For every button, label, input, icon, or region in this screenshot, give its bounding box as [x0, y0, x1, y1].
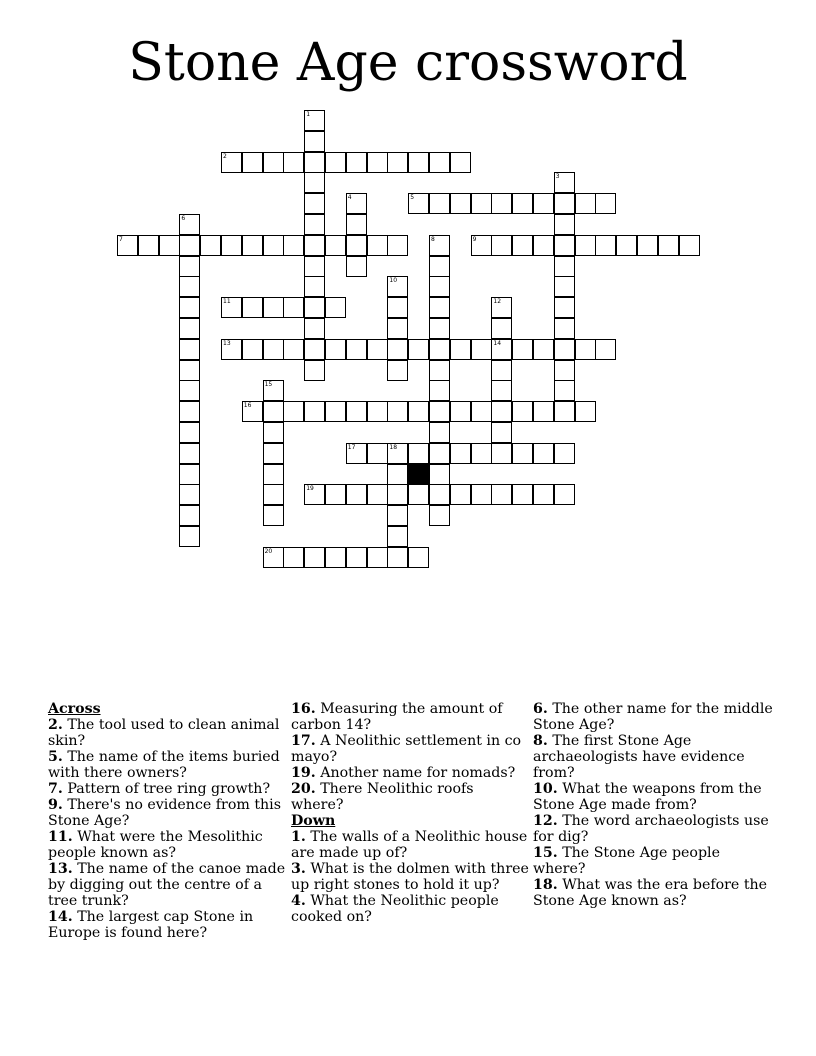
- grid-cell[interactable]: [304, 339, 325, 360]
- down-heading: Down: [291, 813, 336, 829]
- grid-cell[interactable]: [554, 235, 575, 256]
- grid-cell[interactable]: [575, 339, 596, 360]
- grid-cell[interactable]: [471, 484, 492, 505]
- grid-cell[interactable]: [387, 443, 408, 464]
- grid-cell[interactable]: [242, 235, 263, 256]
- grid-cell[interactable]: [367, 339, 388, 360]
- grid-cell[interactable]: [263, 464, 284, 485]
- grid-cell[interactable]: [179, 256, 200, 277]
- grid-cell[interactable]: [408, 443, 429, 464]
- grid-cell[interactable]: [304, 214, 325, 235]
- grid-cell[interactable]: [200, 235, 221, 256]
- grid-cell[interactable]: [325, 547, 346, 568]
- grid-cell[interactable]: [221, 297, 242, 318]
- grid-cell[interactable]: [491, 443, 512, 464]
- grid-cell[interactable]: [283, 152, 304, 173]
- grid-cell[interactable]: [387, 339, 408, 360]
- page-title: Stone Age crossword: [128, 33, 688, 93]
- grid-cell[interactable]: [575, 193, 596, 214]
- grid-cell[interactable]: [429, 318, 450, 339]
- clue-across-14: 14. The largest cap Stone in Europe is found here?: [48, 909, 254, 941]
- grid-cell[interactable]: [179, 276, 200, 297]
- grid-cell[interactable]: [346, 339, 367, 360]
- grid-cell[interactable]: [367, 235, 388, 256]
- grid-cell[interactable]: [554, 193, 575, 214]
- grid-cell[interactable]: [325, 297, 346, 318]
- grid-cell[interactable]: [325, 339, 346, 360]
- grid-cell[interactable]: [179, 339, 200, 360]
- grid-cell[interactable]: [304, 484, 325, 505]
- grid-cell[interactable]: [179, 214, 200, 235]
- grid-cell[interactable]: [263, 152, 284, 173]
- grid-cell[interactable]: [554, 401, 575, 422]
- grid-cell[interactable]: [408, 339, 429, 360]
- grid-cell[interactable]: [429, 256, 450, 277]
- cell-number: 18: [389, 443, 398, 451]
- grid-cell[interactable]: [387, 401, 408, 422]
- grid-cell[interactable]: [387, 360, 408, 381]
- grid-cell[interactable]: [346, 256, 367, 277]
- grid-cell[interactable]: [533, 339, 554, 360]
- grid-cell[interactable]: [533, 443, 554, 464]
- grid-cell[interactable]: [387, 152, 408, 173]
- clues-column-2: [291, 701, 529, 925]
- grid-cell[interactable]: [554, 318, 575, 339]
- grid-cell[interactable]: [429, 484, 450, 505]
- cell-number: 8: [431, 235, 435, 243]
- grid-cell[interactable]: [117, 235, 138, 256]
- grid-cell[interactable]: [179, 443, 200, 464]
- clue-across-16: 16. Measuring the amount of carbon 14?: [291, 701, 503, 733]
- cell-number: 15: [264, 381, 273, 389]
- clue-across-17: 17. A Neolithic settlement in co mayo?: [291, 733, 522, 765]
- grid-cell[interactable]: [554, 380, 575, 401]
- cell-number: 13: [223, 339, 231, 347]
- grid-cell[interactable]: [304, 276, 325, 297]
- grid-cell[interactable]: [450, 443, 471, 464]
- cell-number: 12: [493, 298, 502, 306]
- grid-cell[interactable]: [554, 297, 575, 318]
- clue-across-11: 11. What were the Mesolithic people known as?: [48, 829, 263, 861]
- grid-cell[interactable]: [491, 193, 512, 214]
- grid-cell[interactable]: [595, 193, 616, 214]
- clues-column-1: [48, 701, 288, 941]
- grid-cell[interactable]: [346, 214, 367, 235]
- grid-cell[interactable]: [179, 380, 200, 401]
- clue-down-8: 8. The first Stone Age archaeologists have evidence from?: [533, 733, 745, 781]
- grid-cell[interactable]: [408, 484, 429, 505]
- grid-cell[interactable]: [679, 235, 700, 256]
- grid-cell[interactable]: [429, 360, 450, 381]
- grid-cell[interactable]: [304, 172, 325, 193]
- grid-cell[interactable]: [283, 339, 304, 360]
- grid-cell[interactable]: [221, 339, 242, 360]
- clue-across-19: 19. Another name for nomads?: [291, 765, 516, 781]
- grid-cell[interactable]: [179, 297, 200, 318]
- cell-number: 14: [493, 339, 502, 347]
- grid-cell[interactable]: [263, 339, 284, 360]
- grid-cell[interactable]: [325, 401, 346, 422]
- grid-cell[interactable]: [491, 318, 512, 339]
- cell-number: 4: [347, 194, 352, 202]
- grid-cell[interactable]: [179, 484, 200, 505]
- grid-cell[interactable]: [450, 193, 471, 214]
- grid-cell[interactable]: [179, 360, 200, 381]
- grid-cell[interactable]: [221, 152, 242, 173]
- cell-number: 5: [410, 194, 415, 202]
- clues-column-3: [533, 701, 773, 909]
- grid-cell[interactable]: [179, 464, 200, 485]
- grid-cell[interactable]: [387, 505, 408, 526]
- grid-cell[interactable]: [346, 443, 367, 464]
- grid-cell[interactable]: [554, 172, 575, 193]
- grid-cell[interactable]: [283, 547, 304, 568]
- grid-cell[interactable]: [179, 401, 200, 422]
- grid-cell[interactable]: [367, 401, 388, 422]
- grid-cell[interactable]: [637, 235, 658, 256]
- grid-cell[interactable]: [346, 193, 367, 214]
- grid-cell[interactable]: [491, 484, 512, 505]
- grid-cell[interactable]: [263, 443, 284, 464]
- grid-cell[interactable]: [429, 276, 450, 297]
- grid-cell[interactable]: [429, 380, 450, 401]
- grid-cell[interactable]: [554, 484, 575, 505]
- grid-cell[interactable]: [138, 235, 159, 256]
- grid-cell[interactable]: [304, 401, 325, 422]
- grid-cell[interactable]: [179, 526, 200, 547]
- grid-cell[interactable]: [387, 297, 408, 318]
- grid-cell[interactable]: [491, 297, 512, 318]
- grid-cell[interactable]: [491, 235, 512, 256]
- grid-cell[interactable]: [283, 401, 304, 422]
- grid-cell[interactable]: [367, 152, 388, 173]
- grid-cell[interactable]: [346, 484, 367, 505]
- cell-number: 2: [223, 152, 227, 160]
- grid-cell[interactable]: [491, 360, 512, 381]
- cell-number: 19: [306, 485, 314, 493]
- grid-cell[interactable]: [304, 110, 325, 131]
- grid-cell[interactable]: [429, 339, 450, 360]
- grid-cell[interactable]: [429, 401, 450, 422]
- grid-cell[interactable]: [450, 339, 471, 360]
- clue-across-2: 2. The tool used to clean animal skin?: [48, 717, 280, 749]
- cell-number: 16: [243, 402, 252, 410]
- grid-cell[interactable]: [325, 235, 346, 256]
- grid-cell[interactable]: [304, 235, 325, 256]
- grid-cell[interactable]: [304, 256, 325, 277]
- grid-cell[interactable]: [595, 339, 616, 360]
- grid-cell[interactable]: [387, 547, 408, 568]
- clue-across-13: 13. The name of the canoe made by digging out the centre of a tree trunk?: [48, 861, 286, 909]
- grid-cell[interactable]: [179, 505, 200, 526]
- grid-cell[interactable]: [263, 422, 284, 443]
- grid-cell[interactable]: [512, 443, 533, 464]
- grid-cell[interactable]: [179, 422, 200, 443]
- grid-cell[interactable]: [554, 256, 575, 277]
- grid-cell[interactable]: [325, 484, 346, 505]
- grid-cell[interactable]: [263, 547, 284, 568]
- grid-cell[interactable]: [471, 235, 492, 256]
- clue-down-3: 3. What is the dolmen with three up right stones to hold it up?: [291, 861, 529, 893]
- grid-cell[interactable]: [367, 443, 388, 464]
- grid-cell[interactable]: [304, 131, 325, 152]
- grid-cell[interactable]: [283, 235, 304, 256]
- grid-cell[interactable]: [221, 235, 242, 256]
- grid-cell[interactable]: [263, 380, 284, 401]
- clue-across-20: 20. There Neolithic roofs where?: [291, 781, 474, 813]
- grid-cell[interactable]: [346, 547, 367, 568]
- grid-cell[interactable]: [367, 547, 388, 568]
- clue-across-5: 5. The name of the items buried with there owners?: [48, 749, 280, 781]
- grid-cell[interactable]: [512, 401, 533, 422]
- grid-cell[interactable]: [263, 297, 284, 318]
- grid-cell[interactable]: [242, 297, 263, 318]
- cell-number: 6: [181, 215, 186, 222]
- grid-cell[interactable]: [595, 235, 616, 256]
- grid-cell[interactable]: [304, 318, 325, 339]
- grid-cell[interactable]: [450, 401, 471, 422]
- grid-cell[interactable]: [346, 152, 367, 173]
- grid-cell[interactable]: [367, 484, 388, 505]
- cell-number: 3: [555, 173, 560, 181]
- grid-cell[interactable]: [429, 152, 450, 173]
- grid-cell[interactable]: [179, 318, 200, 339]
- grid-cell[interactable]: [533, 193, 554, 214]
- grid-cell[interactable]: [450, 152, 471, 173]
- grid-cell[interactable]: [429, 464, 450, 485]
- grid-cell[interactable]: [512, 235, 533, 256]
- grid-cell[interactable]: [304, 297, 325, 318]
- cell-number: 20: [264, 547, 273, 555]
- grid-cell[interactable]: [387, 318, 408, 339]
- grid-cell[interactable]: [242, 401, 263, 422]
- grid-cell[interactable]: [512, 193, 533, 214]
- grid-cell[interactable]: [554, 214, 575, 235]
- grid-cell[interactable]: [616, 235, 637, 256]
- grid-cell[interactable]: [429, 422, 450, 443]
- grid-cell[interactable]: [304, 547, 325, 568]
- cell-number: 10: [389, 277, 398, 285]
- grid-cell[interactable]: [408, 193, 429, 214]
- grid-cell[interactable]: [263, 484, 284, 505]
- grid-cell[interactable]: [471, 193, 492, 214]
- grid-cell[interactable]: [554, 360, 575, 381]
- grid-cell[interactable]: [242, 152, 263, 173]
- grid-cell[interactable]: [533, 401, 554, 422]
- across-heading: Across: [48, 701, 101, 717]
- grid-cell[interactable]: [491, 380, 512, 401]
- clue-down-15: 15. The Stone Age people where?: [533, 845, 720, 877]
- grid-cell[interactable]: [429, 297, 450, 318]
- grid-cell[interactable]: [408, 547, 429, 568]
- cell-number: 17: [347, 443, 356, 451]
- clue-down-18: 18. What was the era before the Stone Age known as?: [533, 877, 768, 909]
- grid-cell[interactable]: [429, 443, 450, 464]
- grid-cell[interactable]: [304, 152, 325, 173]
- grid-cell[interactable]: [471, 339, 492, 360]
- grid-cell[interactable]: [408, 152, 429, 173]
- clue-down-4: 4. What the Neolithic people cooked on?: [291, 893, 499, 925]
- grid-cell[interactable]: [512, 484, 533, 505]
- grid-cell[interactable]: [471, 443, 492, 464]
- grid-cell[interactable]: [554, 339, 575, 360]
- cell-number: 9: [472, 235, 477, 243]
- grid-cell[interactable]: [346, 401, 367, 422]
- grid-cell[interactable]: [533, 235, 554, 256]
- grid-cell[interactable]: [408, 401, 429, 422]
- grid-cell[interactable]: [387, 276, 408, 297]
- clue-down-6: 6. The other name for the middle Stone Age?: [533, 701, 773, 733]
- grid-cell[interactable]: [387, 526, 408, 547]
- grid-cell[interactable]: [179, 235, 200, 256]
- grid-cell[interactable]: [575, 401, 596, 422]
- grid-cell[interactable]: [533, 484, 554, 505]
- grid-cell[interactable]: [471, 401, 492, 422]
- grid-cell[interactable]: [263, 401, 284, 422]
- grid-cell[interactable]: [491, 401, 512, 422]
- grid-cell[interactable]: [387, 464, 408, 485]
- clue-down-12: 12. The word archaeologists use for dig?: [533, 813, 769, 845]
- grid-cell[interactable]: [491, 422, 512, 443]
- grid-cell[interactable]: [450, 484, 471, 505]
- grid-cell[interactable]: [387, 484, 408, 505]
- cell-number: 7: [119, 235, 123, 243]
- black-cell: [408, 464, 429, 485]
- grid-cell[interactable]: [658, 235, 679, 256]
- grid-cell[interactable]: [429, 235, 450, 256]
- grid-cell[interactable]: [512, 339, 533, 360]
- cell-number: 11: [223, 298, 231, 306]
- grid-cell[interactable]: [554, 276, 575, 297]
- grid-cell[interactable]: [325, 152, 346, 173]
- grid-cell[interactable]: [263, 235, 284, 256]
- clue-down-1: 1. The walls of a Neolithic house are made up of?: [291, 829, 528, 861]
- grid-cell[interactable]: [554, 443, 575, 464]
- grid-cell[interactable]: [429, 505, 450, 526]
- grid-cell[interactable]: [304, 360, 325, 381]
- grid-cell[interactable]: [387, 235, 408, 256]
- clue-across-7: 7. Pattern of tree ring growth?: [48, 781, 271, 797]
- grid-cell[interactable]: [346, 235, 367, 256]
- grid-cell[interactable]: [491, 339, 512, 360]
- clue-across-9: 9. There's no evidence from this Stone Age?: [48, 797, 281, 829]
- grid-cell[interactable]: [304, 193, 325, 214]
- cell-number: 1: [306, 111, 311, 118]
- grid-cell[interactable]: [575, 235, 596, 256]
- clue-down-10: 10. What the weapons from the Stone Age made from?: [533, 781, 762, 813]
- grid-cell[interactable]: [242, 339, 263, 360]
- grid-cell[interactable]: [263, 505, 284, 526]
- grid-cell[interactable]: [159, 235, 180, 256]
- grid-cell[interactable]: [429, 193, 450, 214]
- grid-cell[interactable]: [283, 297, 304, 318]
